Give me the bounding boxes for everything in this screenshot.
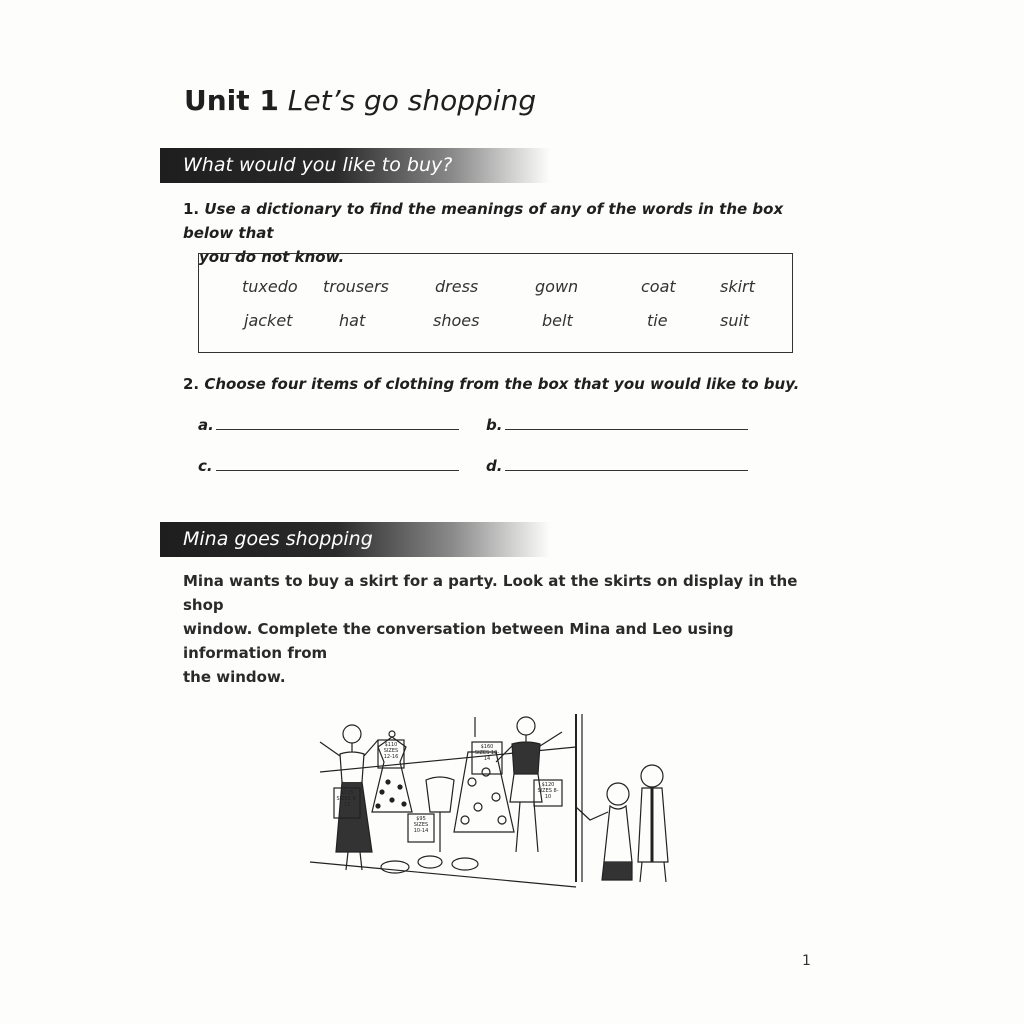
price-tag-115: $115 SIZES 8-12 [336, 790, 358, 808]
question-1-line2: you do not know. [199, 248, 345, 266]
word-skirt: skirt [720, 277, 755, 296]
price-tag-120: $120 SIZES 8-10 [537, 782, 559, 800]
answer-line-c[interactable] [216, 470, 459, 471]
word-box [198, 253, 793, 353]
question-2-number: 2. [183, 375, 200, 393]
page-number: 1 [802, 953, 811, 969]
word-dress: dress [435, 277, 479, 296]
unit-label: Unit 1 [184, 84, 279, 117]
answer-line-d[interactable] [505, 470, 748, 471]
price-tag-95: $95 SIZES 10-14 [413, 816, 429, 834]
word-belt: belt [542, 311, 573, 330]
answer-line-b[interactable] [505, 429, 748, 430]
instructions-paragraph [183, 569, 813, 689]
unit-title: Let’s go shopping [287, 84, 537, 117]
section-heading-buy: What would you like to buy? [160, 148, 550, 183]
question-1-number: 1. [183, 200, 200, 218]
word-coat: coat [641, 277, 676, 296]
price-tag-110: $110 SIZES 12-16 [383, 742, 399, 760]
word-trousers: trousers [323, 277, 389, 296]
price-tag-160: $160 SIZES 10-14 [474, 744, 500, 762]
question-2 [183, 372, 823, 396]
word-suit: suit [720, 311, 750, 330]
section-heading-mina: Mina goes shopping [160, 522, 550, 557]
question-2-text: Choose four items of clothing from the box that you would like to buy. [204, 375, 800, 393]
page-title [184, 84, 536, 117]
word-hat: hat [339, 311, 366, 330]
blank-label-d: d. [486, 457, 503, 475]
blank-label-a: a. [198, 416, 214, 434]
blank-label-b: b. [486, 416, 503, 434]
blank-label-c: c. [198, 457, 213, 475]
question-1-line1: Use a dictionary to find the meanings of any of the words in the box below that [183, 200, 784, 242]
instructions-line2: window. Complete the conversation between Mina and Leo using information from [183, 620, 734, 662]
instructions-line3: the window. [183, 668, 286, 686]
instructions-line1: Mina wants to buy a skirt for a party. Look at the skirts on display in the shop [183, 572, 798, 614]
word-tie: tie [647, 311, 668, 330]
word-shoes: shoes [433, 311, 480, 330]
word-jacket: jacket [244, 311, 293, 330]
shop-window-illustration [300, 712, 690, 901]
word-tuxedo: tuxedo [242, 277, 298, 296]
word-gown: gown [535, 277, 579, 296]
answer-line-a[interactable] [216, 429, 459, 430]
